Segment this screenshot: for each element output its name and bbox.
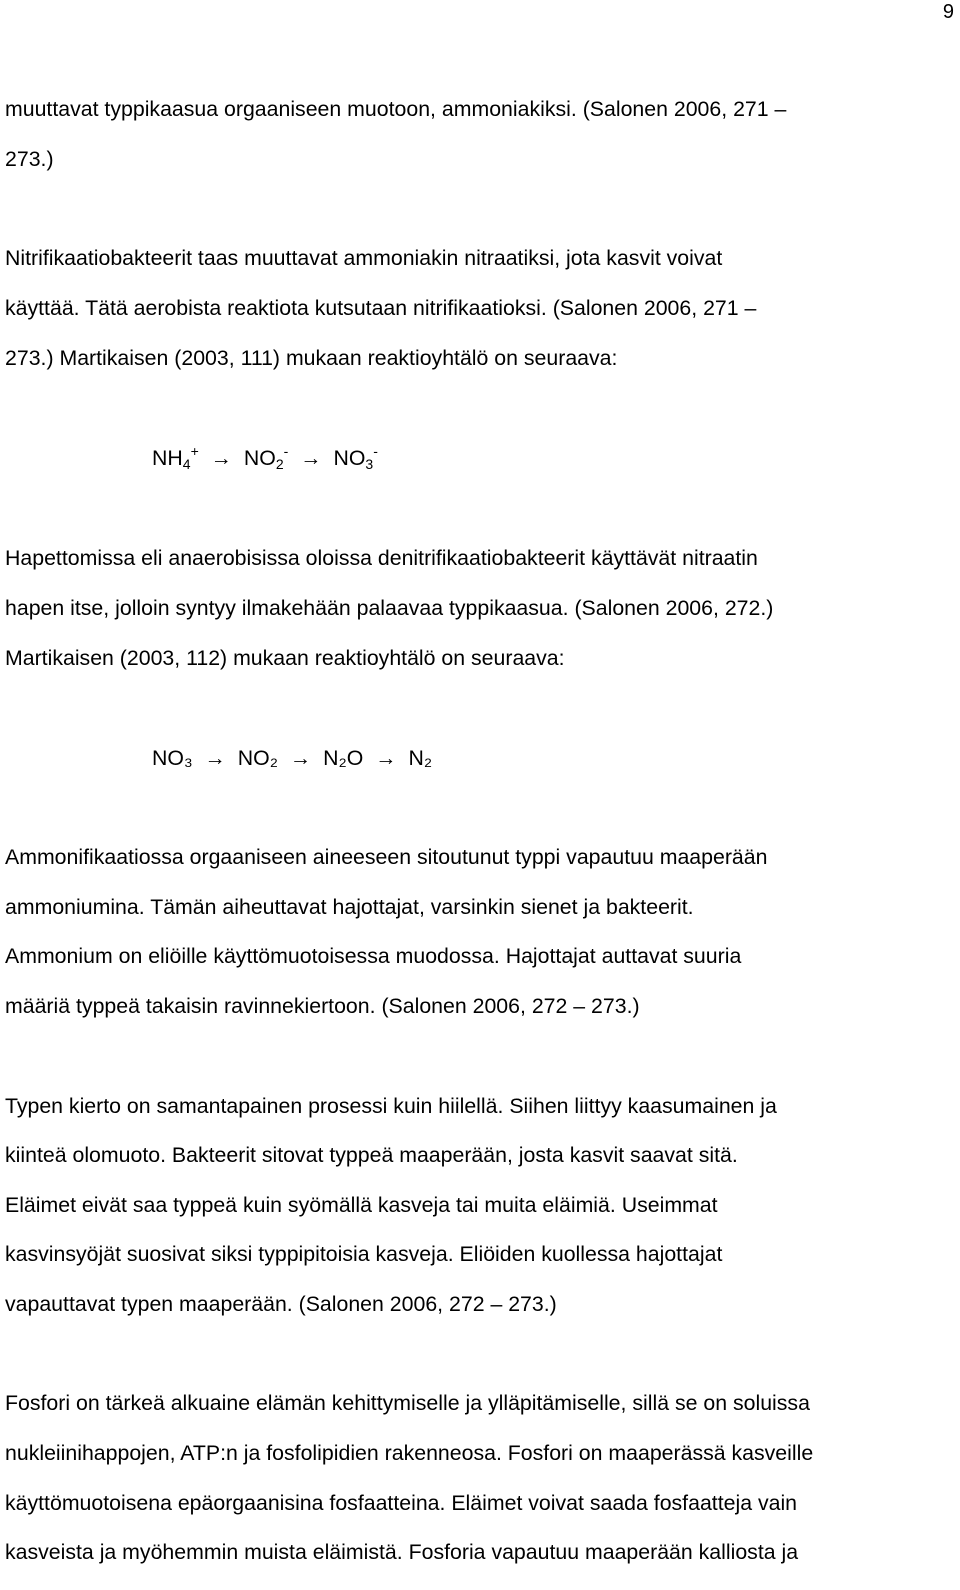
text-line: kasvinsyöjät suosivat siksi typpipitoisia kasveja. Eliöiden kuollessa hajottajat [5, 1242, 723, 1266]
text-line: määriä typpeä takaisin ravinnekiertoon. (Salonen 2006, 272 – 273.) [5, 994, 640, 1018]
text-line: kasveista ja myöhemmin muista eläimistä. Fosforia vapautuu maaperään kalliosta ja [5, 1540, 799, 1564]
text-line: Martikaisen (2003, 112) mukaan reaktioyhtälö on seuraava: [5, 646, 565, 670]
text-line: 273.) [5, 147, 54, 171]
arrow-icon: → [210, 446, 232, 470]
arrow-icon: → [300, 446, 322, 470]
reaction-equation-denitrification [152, 745, 432, 771]
text-line: 273.) Martikaisen (2003, 111) mukaan reaktioyhtälö on seuraava: [5, 346, 618, 370]
eq-species: NO₃ [152, 746, 193, 770]
text-line: Ammonium on eliöille käyttömuotoisessa muodossa. Hajottajat auttavat suuria [5, 944, 742, 968]
eq-species: NO [243, 446, 276, 470]
arrow-icon: → [204, 746, 226, 770]
eq-species: N₂ [408, 746, 433, 770]
text-line: vapauttavat typen maaperään. (Salonen 2006, 272 – 273.) [5, 1292, 557, 1316]
eq-species: NH [152, 446, 183, 470]
eq-species: NO₂ [237, 746, 278, 770]
reaction-equation-nitrification [152, 445, 378, 471]
text-line: hapen itse, jolloin syntyy ilmakehään palaavaa typpikaasua. (Salonen 2006, 272.) [5, 596, 774, 620]
eq-subscript: 2 [275, 456, 284, 472]
text-line: Ammonifikaatiossa orgaaniseen aineeseen sitoutunut typpi vapautuu maaperään [5, 845, 768, 869]
eq-charge: + [190, 443, 199, 459]
text-line: käyttää. Tätä aerobista reaktiota kutsutaan nitrifikaatioksi. (Salonen 2006, 271 – [5, 296, 757, 320]
text-line: muuttavat typpikaasua orgaaniseen muotoon, ammoniakiksi. (Salonen 2006, 271 – [5, 97, 787, 121]
eq-subscript: 3 [365, 456, 374, 472]
text-line: kiinteä olomuoto. Bakteerit sitovat typpeä maaperään, josta kasvit saavat sitä. [5, 1143, 738, 1167]
eq-species: NO [333, 446, 366, 470]
text-line: käyttömuotoisena epäorgaanisina fosfaatteina. Eläimet voivat saada fosfaatteja vain [5, 1491, 798, 1515]
eq-charge: - [373, 443, 378, 459]
text-line: Eläimet eivät saa typpeä kuin syömällä kasveja tai muita eläimiä. Useimmat [5, 1193, 718, 1217]
text-line: nukleiinihappojen, ATP:n ja fosfolipidien rakenneosa. Fosfori on maaperässä kasveille [5, 1441, 814, 1465]
eq-charge: - [283, 443, 289, 459]
text-line: ammoniumina. Tämän aiheuttavat hajottajat, varsinkin sienet ja bakteerit. [5, 895, 694, 919]
eq-subscript: 4 [182, 456, 191, 472]
text-line: Nitrifikaatiobakteerit taas muuttavat ammoniakin nitraatiksi, jota kasvit voivat [5, 246, 723, 270]
arrow-icon: → [375, 746, 397, 770]
text-line: Fosfori on tärkeä alkuaine elämän kehittymiselle ja ylläpitämiselle, sillä se on soluissa [5, 1391, 810, 1415]
arrow-icon: → [289, 746, 312, 770]
text-line: Hapettomissa eli anaerobisissa oloissa denitrifikaatiobakteerit käyttävät nitraatin [5, 546, 758, 570]
eq-species: N₂O [323, 746, 364, 770]
page-number: 9 [942, 1, 954, 23]
text-line: Typen kierto on samantapainen prosessi kuin hiilellä. Siihen liittyy kaasumainen ja [5, 1094, 777, 1118]
